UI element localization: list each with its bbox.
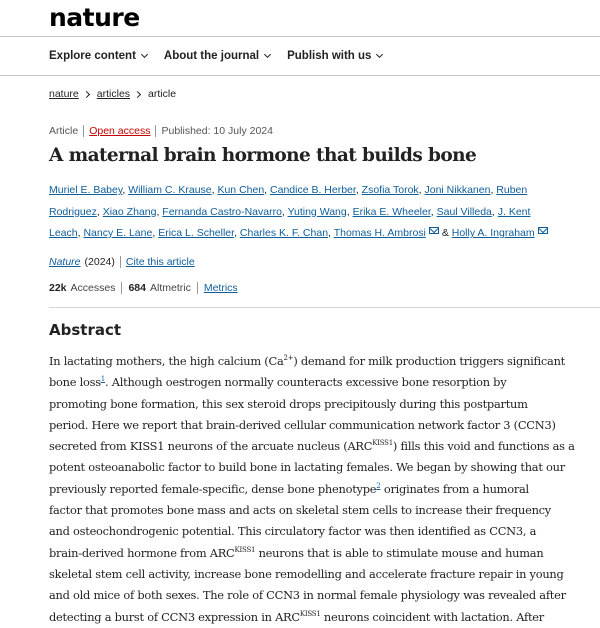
abstract-line bbox=[49, 351, 566, 372]
author-link[interactable]: Muriel E. Babey bbox=[49, 184, 123, 196]
divider bbox=[155, 125, 156, 137]
article-type: Article bbox=[49, 125, 79, 137]
altmetric-count: 684 bbox=[128, 282, 146, 294]
author-link[interactable]: Saul Villeda bbox=[436, 205, 492, 218]
author-ampersand: & bbox=[441, 227, 449, 239]
abstract-line: factor that promotes bone mass and acts on skeletal stem cells to increase their frequency bbox=[49, 503, 551, 518]
abstract-line: and old mice of both sexes. The role of CCN3 in normal female physiology was revealed after bbox=[49, 588, 566, 603]
divider bbox=[120, 256, 121, 268]
text: originates from a humoral bbox=[380, 481, 529, 496]
author-link[interactable]: Xiao Zhang bbox=[102, 205, 157, 218]
divider bbox=[83, 125, 84, 137]
author-line: Muriel E. Babey, William C. Krause, Kun Chen, Candice B. Herber, Zsofia Torok, Joni Nikkanen, Ruben bbox=[49, 184, 528, 196]
main-nav bbox=[0, 36, 600, 76]
author-link[interactable]: Erika E. Wheeler bbox=[352, 205, 431, 218]
author-link[interactable]: Thomas H. Ambrosi bbox=[333, 227, 426, 239]
author-link[interactable]: Joni Nikkanen bbox=[424, 184, 491, 196]
nav-label: About the journal bbox=[163, 50, 260, 62]
author-line: Leach, Nancy E. Lane, Erica L. Scheller, Charles K. F. Chan, Thomas H. Ambrosi & Holly A. Ingraham bbox=[49, 227, 548, 239]
divider bbox=[121, 282, 122, 294]
superscript: KISS1 bbox=[234, 545, 256, 554]
journal-info bbox=[49, 256, 195, 268]
accesses-count: 22k bbox=[49, 282, 67, 294]
author-link[interactable]: Rodriguez bbox=[49, 205, 97, 218]
author-link[interactable]: Ruben bbox=[496, 184, 528, 196]
text: ) fills this void and functions as a bbox=[392, 439, 575, 454]
nature-logo[interactable]: nature bbox=[49, 3, 140, 32]
journal-year: (2024) bbox=[84, 256, 115, 268]
text: neurons coincident with lactation. After bbox=[320, 609, 544, 624]
text: ) demand for milk production triggers significant bbox=[293, 354, 566, 368]
header bbox=[0, 0, 600, 36]
envelope-icon[interactable] bbox=[538, 227, 548, 234]
abstract-line: period. Here we report that brain-derived cellular communication network factor 3 (CCN3) bbox=[49, 417, 556, 432]
journal-name-link[interactable]: Nature bbox=[49, 256, 81, 268]
text: In lactating mothers, the high calcium (Ca bbox=[49, 354, 284, 368]
abstract-line: skeletal stem cell activity, increase bone remodelling and accelerate fracture repair in young bbox=[49, 566, 564, 581]
text: detecting a burst of CCN3 expression in ARC bbox=[49, 609, 300, 624]
superscript: 2+ bbox=[283, 354, 294, 362]
abstract-text bbox=[49, 351, 575, 628]
section-divider bbox=[49, 307, 600, 308]
text: previously reported female-specific, dense bone phenotype bbox=[49, 481, 377, 496]
superscript: KISS1 bbox=[372, 439, 393, 448]
metrics-link[interactable]: Metrics bbox=[203, 282, 238, 294]
nav-explore-content[interactable] bbox=[49, 50, 147, 62]
author-line: Rodriguez, Xiao Zhang, Fernanda Castro-Navarro, Yuting Wang, Erika E. Wheeler, Saul Villeda, J. Kent bbox=[49, 205, 531, 218]
superscript: KISS1 bbox=[299, 609, 321, 618]
cite-article-link[interactable]: Cite this article bbox=[125, 256, 195, 268]
reference-link[interactable]: 2 bbox=[376, 481, 381, 490]
divider bbox=[197, 282, 198, 294]
envelope-icon[interactable] bbox=[429, 227, 439, 234]
article-metrics bbox=[49, 282, 238, 294]
breadcrumb-nature[interactable]: nature bbox=[49, 88, 79, 100]
text: bone loss bbox=[49, 375, 101, 390]
chevron-down-icon bbox=[264, 51, 271, 58]
author-link[interactable]: Leach bbox=[49, 227, 78, 239]
abstract-line bbox=[49, 543, 561, 564]
author-link[interactable]: William C. Krause bbox=[128, 184, 212, 196]
article-title: A maternal brain hormone that builds bone bbox=[49, 145, 477, 166]
breadcrumb bbox=[49, 88, 176, 100]
corresponding-author-link[interactable]: Holly A. Ingraham bbox=[451, 227, 535, 239]
chevron-right-icon bbox=[134, 90, 141, 97]
chevron-down-icon bbox=[141, 51, 148, 58]
chevron-down-icon bbox=[376, 51, 383, 58]
article-meta bbox=[49, 125, 273, 137]
author-link[interactable]: Charles K. F. Chan bbox=[239, 227, 329, 239]
text: neurons that is able to stimulate mouse and human bbox=[255, 545, 544, 560]
altmetric-label: Altmetric bbox=[150, 282, 191, 294]
author-list bbox=[49, 180, 549, 245]
abstract-line: and osteochondrogenic potential. This circulatory factor was then identified as CCN3, a bbox=[49, 524, 537, 539]
author-link[interactable]: J. Kent bbox=[497, 205, 531, 218]
text: brain-derived hormone from ARC bbox=[49, 545, 235, 560]
author-link[interactable]: Fernanda Castro-Navarro bbox=[162, 205, 282, 218]
author-link[interactable]: Erica L. Scheller bbox=[158, 227, 235, 239]
author-link[interactable]: Zsofia Torok bbox=[361, 184, 419, 196]
abstract-line bbox=[49, 479, 561, 500]
abstract-line: potent osteoanabolic factor to build bone in lactating females. We began by showing that our bbox=[49, 460, 565, 475]
text: . Although oestrogen normally counteracts excessive bone resorption by bbox=[105, 375, 507, 390]
author-link[interactable]: Candice B. Herber bbox=[270, 184, 356, 196]
breadcrumb-current: article bbox=[148, 88, 177, 100]
nav-about-journal[interactable] bbox=[164, 50, 270, 62]
nav-label: Explore content bbox=[49, 50, 136, 62]
nav-label: Publish with us bbox=[287, 50, 372, 62]
abstract-line bbox=[49, 372, 561, 393]
abstract-heading: Abstract bbox=[49, 321, 122, 339]
published-date: Published: 10 July 2024 bbox=[161, 125, 273, 137]
abstract-line bbox=[49, 607, 561, 628]
author-link[interactable]: Nancy E. Lane bbox=[83, 227, 153, 239]
chevron-right-icon bbox=[83, 90, 90, 97]
accesses-label: Accesses bbox=[70, 282, 116, 294]
reference-link[interactable]: 1 bbox=[100, 375, 106, 384]
text: secreted from KISS1 neurons of the arcuate nucleus (ARC bbox=[49, 439, 373, 454]
author-link[interactable]: Kun Chen bbox=[217, 184, 265, 196]
open-access-link[interactable]: Open access bbox=[89, 125, 151, 137]
breadcrumb-articles[interactable]: articles bbox=[96, 88, 131, 100]
nav-publish-with-us[interactable] bbox=[287, 50, 382, 62]
abstract-line bbox=[49, 436, 575, 457]
author-link[interactable]: Yuting Wang bbox=[287, 205, 347, 218]
abstract-line: promoting bone formation, this sex steroid drops precipitously during this postpartum bbox=[49, 396, 528, 411]
